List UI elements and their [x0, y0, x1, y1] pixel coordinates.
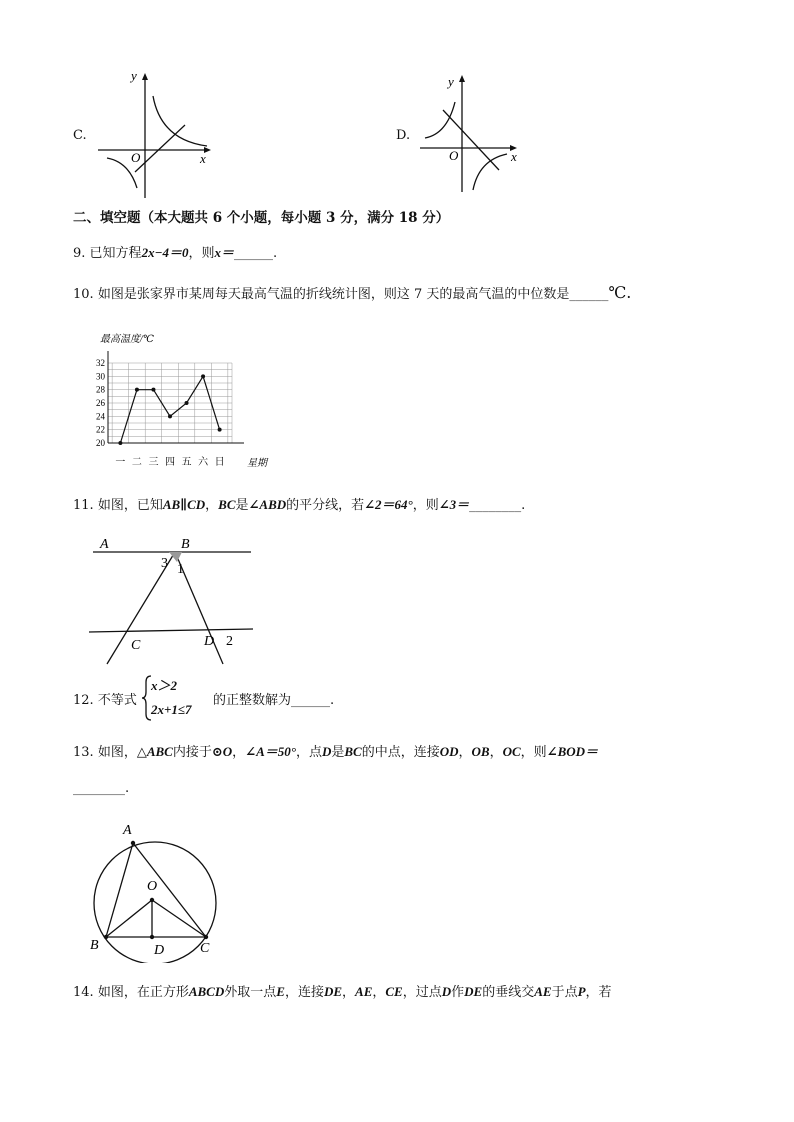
y-tick-label: 30 — [96, 371, 105, 382]
data-point — [218, 428, 222, 432]
question-14 — [73, 984, 612, 1001]
q11-s1: ， — [205, 498, 219, 513]
x-tick-label: 五 — [181, 457, 192, 468]
q14-s3: ， — [342, 985, 356, 1000]
q11-m4: ∠2＝64° — [364, 497, 413, 512]
q12-pre: 不等式 — [97, 693, 137, 708]
x-tick-label: 二 — [131, 457, 142, 468]
q14-m5: CE — [385, 984, 403, 999]
y-tick-label: 24 — [96, 411, 105, 422]
chart-x-ticks — [115, 456, 224, 468]
q11-s3: 的平分线，若 — [286, 498, 365, 513]
y-tick-label: 32 — [96, 358, 105, 368]
q14-m9: P — [577, 984, 586, 999]
q14-number: 14. — [73, 985, 94, 1000]
question-13 — [73, 744, 598, 761]
q12-blank: ______ — [291, 693, 331, 708]
q13-m5: BC — [344, 744, 362, 759]
fig13-label-a: A — [123, 823, 132, 838]
q14-s6: 作 — [451, 985, 465, 1000]
option-d-label: D. — [396, 128, 411, 143]
chart-y-ticks — [96, 358, 106, 448]
q11-end: . — [521, 498, 526, 513]
temperature-line-chart — [84, 327, 284, 472]
q14-m1: ABCD — [188, 984, 225, 999]
q13-s4: 是 — [331, 745, 345, 760]
q13-m2: ⊙O — [211, 744, 233, 759]
q9-var: x＝ — [214, 245, 234, 260]
q13-m4: D — [321, 744, 332, 759]
q13-number: 13. — [73, 745, 94, 760]
q9-end: . — [272, 246, 278, 261]
data-point — [201, 374, 205, 378]
q14-s1: 外取一点 — [224, 985, 277, 1000]
d-x-label: x — [511, 149, 517, 164]
q14-m7: DE — [464, 984, 483, 999]
data-point — [135, 388, 139, 392]
q14-m2: E — [276, 984, 285, 999]
q13-s8: ，则 — [520, 745, 547, 760]
x-tick-label: 一 — [115, 457, 126, 468]
fig11-label-c: C — [131, 638, 141, 653]
q9-number: 9. — [73, 246, 86, 261]
q12-inequality-2: 2x+1≤7 — [151, 702, 192, 717]
fig11-label-a: A — [100, 537, 109, 552]
q11-blank: ________ — [469, 498, 522, 513]
q13-m8: OC — [502, 744, 521, 759]
q14-s8: 于点 — [551, 985, 578, 1000]
x-tick-label: 四 — [165, 457, 175, 468]
q14-m4: AE — [355, 984, 373, 999]
chart-axes — [108, 351, 244, 443]
q13-s2: ， — [232, 745, 246, 760]
y-tick-label: 22 — [96, 424, 105, 435]
q14-s4: ， — [372, 985, 386, 1000]
data-point — [118, 441, 122, 445]
question-10 — [73, 285, 631, 303]
q13-pre: 如图， — [97, 745, 137, 760]
fig11-angle-1: 1 — [177, 562, 184, 577]
q13-second-line — [73, 781, 129, 797]
q14-s2: ，连接 — [284, 985, 324, 1000]
fig11-label-b: B — [181, 537, 190, 552]
q13-s7: ， — [489, 745, 503, 760]
q9-pre: 已知方程 — [89, 246, 142, 261]
q12-inequality-1: x＞2 — [151, 678, 178, 693]
q11-m5: ∠3＝ — [438, 497, 470, 512]
chart-x-label: 星期 — [247, 458, 267, 469]
q9-mid: ，则 — [188, 246, 215, 261]
q11-m1: AB∥CD — [162, 497, 206, 512]
q11-s2: 是 — [235, 498, 249, 513]
x-tick-label: 六 — [198, 457, 209, 468]
q14-pre: 如图，在正方形 — [97, 985, 189, 1000]
question-12 — [73, 693, 137, 709]
q11-s4: ，则 — [412, 498, 439, 513]
parallel-lines-figure — [85, 532, 260, 667]
fig11-label-d: D — [204, 634, 215, 649]
fig13-label-c: C — [200, 941, 210, 956]
d-y-label: y — [448, 74, 454, 89]
option-c-label: C. — [73, 128, 87, 143]
data-point — [168, 414, 172, 418]
chart-grid — [108, 363, 232, 443]
q13-m1: △ABC — [136, 744, 173, 759]
q11-m3: ∠ABD — [248, 497, 287, 512]
q12-end: . — [330, 693, 335, 708]
q10-unit: ℃. — [608, 283, 632, 302]
q10-text: 如图是张家界市某周每天最高气温的折线统计图，则这 7 天的最高气温的中位数是 — [97, 287, 570, 302]
q13-s1: 内接于 — [172, 745, 212, 760]
fig13-label-d: D — [154, 943, 165, 958]
q14-m6: D — [441, 984, 452, 999]
fig11-angle-3: 3 — [161, 556, 168, 571]
question-9 — [73, 245, 277, 262]
q11-m2: BC — [218, 497, 236, 512]
section-title: 二、填空题（本大题共 6 个小题，每小题 3 分，满分 18 分） — [73, 210, 450, 226]
q14-m3: DE — [323, 984, 343, 999]
question-11 — [73, 497, 525, 514]
q13-blank: ________ — [73, 781, 125, 796]
q14-s5: ，过点 — [402, 985, 442, 1000]
c-y-label: y — [131, 70, 137, 83]
option-d-graph — [415, 72, 530, 197]
x-tick-label: 三 — [148, 457, 159, 468]
fig11-angle-2: 2 — [226, 634, 233, 649]
q13-end: . — [125, 781, 130, 796]
q13-s5: 的中点，连接 — [361, 745, 440, 760]
c-x-label: x — [200, 151, 206, 166]
q9-blank: ______ — [233, 246, 273, 261]
q12-tail — [213, 693, 334, 709]
fig13-label-o: O — [147, 879, 158, 894]
data-point — [151, 388, 155, 392]
q13-m3: ∠A＝50° — [245, 744, 296, 759]
y-tick-label: 28 — [96, 384, 105, 395]
d-origin-label: O — [449, 148, 459, 163]
c-origin-label: O — [131, 150, 141, 165]
chart-title: 最高温度/℃ — [100, 334, 154, 345]
q11-number: 11. — [73, 498, 94, 513]
q13-m7: OB — [471, 744, 490, 759]
q12-post: 的正整数解为 — [213, 693, 292, 708]
inscribed-triangle-figure — [85, 818, 225, 963]
q10-blank: ______ — [569, 287, 609, 302]
option-c-graph — [95, 70, 220, 200]
q13-m6: OD — [439, 744, 459, 759]
q13-s3: ，点 — [295, 745, 322, 760]
x-tick-label: 日 — [214, 457, 225, 468]
q13-s6: ， — [458, 745, 472, 760]
q14-m8: AE — [534, 984, 552, 999]
q9-equation: 2x−4＝0 — [141, 245, 189, 260]
q14-s7: 的垂线交 — [482, 985, 535, 1000]
q14-s9: ，若 — [585, 985, 612, 1000]
data-point — [185, 401, 189, 405]
q11-pre: 如图，已知 — [97, 498, 163, 513]
q12-number: 12. — [73, 693, 94, 708]
fig13-label-b: B — [90, 938, 99, 953]
q13-m9: ∠BOD＝ — [546, 744, 599, 759]
q10-number: 10. — [73, 287, 94, 302]
y-tick-label: 20 — [96, 438, 105, 448]
y-tick-label: 26 — [96, 398, 105, 408]
